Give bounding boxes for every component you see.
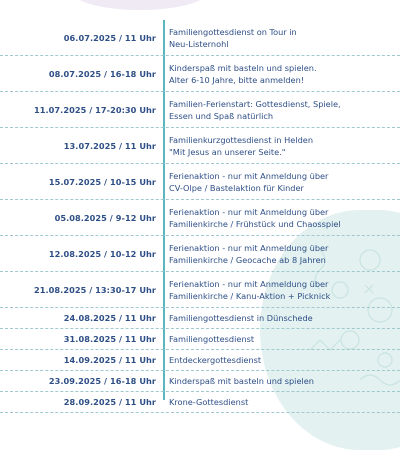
event-description-line: Familien-Ferienstart: Gottesdienst, Spiele, bbox=[169, 98, 341, 109]
event-description-line: Familiengottesdienst bbox=[169, 334, 255, 344]
event-date: 06.07.2025 / 11 Uhr bbox=[63, 32, 156, 43]
event-date: 31.08.2025 / 11 Uhr bbox=[63, 334, 156, 344]
event-row bbox=[0, 371, 400, 392]
event-description bbox=[169, 20, 392, 55]
event-description bbox=[169, 350, 392, 370]
event-description bbox=[169, 200, 392, 235]
event-description-line: Essen und Spaß natürlich bbox=[169, 110, 274, 121]
event-description bbox=[169, 308, 392, 328]
event-description bbox=[169, 236, 392, 271]
event-date: 11.07.2025 / 17-20:30 Uhr bbox=[34, 104, 156, 115]
event-row bbox=[0, 200, 400, 236]
event-row bbox=[0, 164, 400, 200]
event-row bbox=[0, 308, 400, 329]
event-row bbox=[0, 92, 400, 128]
event-description-line: Ferienaktion - nur mit Anmeldung über bbox=[169, 170, 329, 181]
event-date: 13.07.2025 / 11 Uhr bbox=[63, 140, 156, 151]
event-description-line: Familienkirche / Frühstück und Chaosspiel bbox=[169, 218, 341, 229]
event-description-line: Kinderspaß mit basteln und spielen bbox=[169, 376, 314, 386]
event-description bbox=[169, 164, 392, 199]
event-date: 12.08.2025 / 10-12 Uhr bbox=[48, 248, 156, 259]
event-description-line: Familienkirche / Geocache ab 8 Jahren bbox=[169, 254, 326, 265]
event-description-line: Neu-Listernohl bbox=[169, 38, 229, 49]
event-description bbox=[169, 272, 392, 307]
event-row bbox=[0, 350, 400, 371]
event-description bbox=[169, 392, 392, 412]
event-row bbox=[0, 20, 400, 56]
event-description-line: Familienkurzgottesdienst in Helden bbox=[169, 134, 314, 145]
event-description-line: Entdeckergottesdienst bbox=[169, 355, 262, 365]
event-date: 08.07.2025 / 16-18 Uhr bbox=[48, 68, 156, 79]
event-row bbox=[0, 329, 400, 350]
event-date: 24.08.2025 / 11 Uhr bbox=[63, 313, 156, 323]
event-row bbox=[0, 128, 400, 164]
event-row bbox=[0, 392, 400, 413]
event-row bbox=[0, 236, 400, 272]
event-description-line: Ferienaktion - nur mit Anmeldung über bbox=[169, 278, 329, 289]
event-date: 15.07.2025 / 10-15 Uhr bbox=[48, 176, 156, 187]
event-description bbox=[169, 371, 392, 391]
event-description-line: Familiengottesdienst in Dünschede bbox=[169, 313, 313, 323]
event-date: 28.09.2025 / 11 Uhr bbox=[63, 397, 156, 407]
event-description-line: Alter 6-10 Jahre, bitte anmelden! bbox=[169, 74, 305, 85]
event-description-line: CV-Olpe / Bastelaktion für Kinder bbox=[169, 182, 304, 193]
event-description bbox=[169, 56, 392, 91]
event-description bbox=[169, 128, 392, 163]
event-description bbox=[169, 329, 392, 349]
event-description-line: Kinderspaß mit basteln und spielen. bbox=[169, 62, 317, 73]
event-date: 14.09.2025 / 11 Uhr bbox=[63, 355, 156, 365]
event-date: 05.08.2025 / 9-12 Uhr bbox=[54, 212, 156, 223]
event-date: 23.09.2025 / 16-18 Uhr bbox=[48, 376, 156, 386]
event-description-line: Ferienaktion - nur mit Anmeldung über bbox=[169, 206, 329, 217]
event-date: 21.08.2025 / 13:30-17 Uhr bbox=[34, 284, 156, 295]
event-row bbox=[0, 56, 400, 92]
event-description-line: Familienkirche / Kanu-Aktion + Picknick bbox=[169, 290, 331, 301]
event-description-line: Familiengottesdienst on Tour in bbox=[169, 26, 297, 37]
event-schedule bbox=[0, 20, 400, 413]
event-description-line: Ferienaktion - nur mit Anmeldung über bbox=[169, 242, 329, 253]
event-description-line: Krone-Gottesdienst bbox=[169, 397, 249, 407]
event-description-line: "Mit Jesus an unserer Seite." bbox=[169, 146, 286, 157]
event-description bbox=[169, 92, 392, 127]
event-row bbox=[0, 272, 400, 308]
background-blob-top bbox=[70, 0, 210, 10]
